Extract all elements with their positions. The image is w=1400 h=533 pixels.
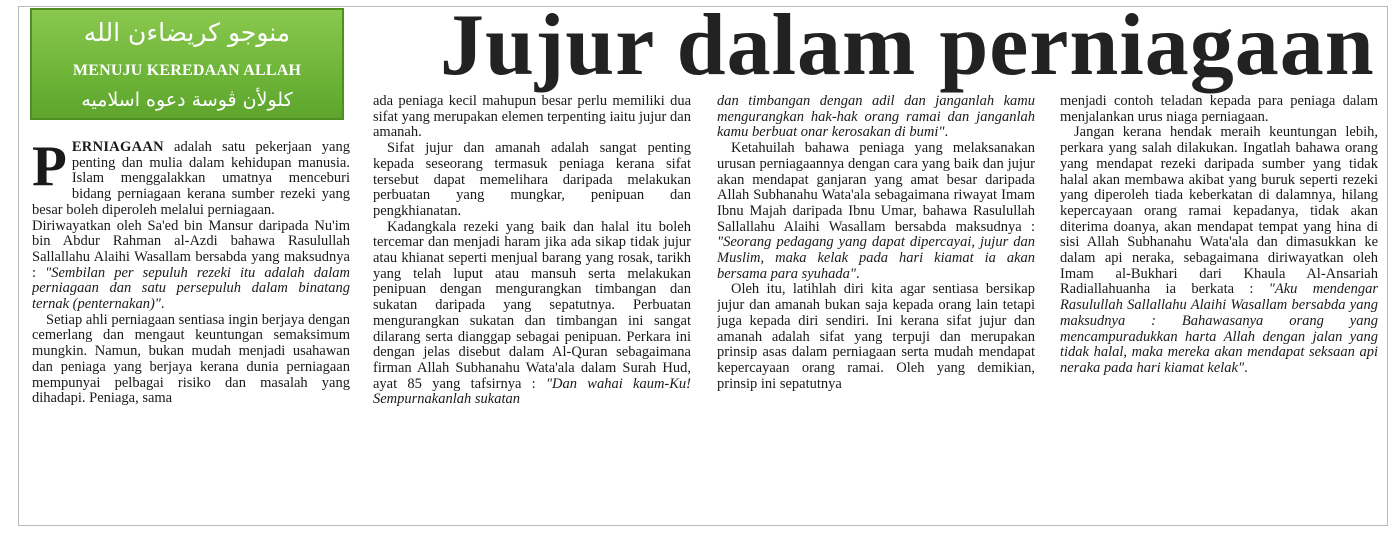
drop-cap: P	[32, 140, 67, 198]
col3-p1-end: .	[944, 124, 949, 141]
col3-p2-end: .	[856, 265, 860, 282]
col1-p2-end: .	[160, 296, 165, 313]
col1-p1-text: adalah satu pekerjaan yang penting dan mulia dalam kehidupan manusia. Islam menggalakkan umatnya menceburi bidang perniagaan kerana sumber rezeki yang besar boleh diperoleh melalui perniagaan.	[32, 140, 350, 218]
col4-paragraph-2	[1060, 125, 1378, 376]
col4-p2-end: .	[1244, 359, 1248, 376]
col1-paragraph-3: Setiap ahli perniagaan sentiasa ingin berjaya dengan cemerlang dan mengaut keuntungan semaksimum mungkin. Namun, bukan mudah menjadi usahawan dan peniaga yang berjaya kerana dunia perniagaan mempunyai pelbagai risiko dan masalah yang dihadapi. Peniaga, sama	[32, 311, 350, 407]
col2-paragraph-3	[373, 220, 691, 408]
col1-p2-text: Diriwayatkan oleh Sa'ed bin Mansur daripada Nu'im bin Abdur Rahman al-Azdi bahawa Rasulullah Sallallahu Alaihi Wasallam bersabda yang maksudnya :	[32, 217, 350, 281]
col3-p1-quote: dan timbangan dengan adil dan janganlah kamu mengurangkan hak-hak orang ramai dan janganlah kamu berbuat onar kerosakan di bumi"	[717, 94, 1035, 141]
col3-paragraph-1	[717, 94, 1035, 141]
col3-paragraph-2	[717, 141, 1035, 282]
badge-jawi-subtitle: كلولأن ڤوسة دعوه اسلاميه	[81, 89, 293, 111]
article-column-4	[1060, 94, 1378, 514]
col2-paragraph-2: Sifat jujur dan amanah adalah sangat penting kepada seseorang termasuk peniaga kerana sifat tersebut dapat memelihara daripada melakukan perbuatan yang mungkar, penipuan dan pengkhianatan.	[373, 140, 691, 219]
col3-p2-quote: "Seorang pedagang yang dapat dipercayai, jujur dan Muslim, maka kelak pada hari kiamat ia akan bersama para syuhada"	[717, 234, 1035, 282]
col1-paragraph-2	[32, 219, 350, 313]
lead-word: ERNIAGAAN	[71, 140, 164, 155]
col2-p3-quote: "Dan wahai kaum-Ku! Sempurnakanlah sukatan	[373, 375, 691, 408]
col1-p2-quote: "Sembilan per sepuluh rezeki itu adalah dalam perniagaan dan satu persepuluh dalam binatang ternak (penternakan)"	[32, 264, 350, 313]
column-badge	[30, 8, 344, 120]
col4-paragraph-1: menjadi contoh teladan kepada para peniaga dalam menjalankan urus niaga perniagaan.	[1060, 94, 1378, 125]
article-column-1	[32, 140, 350, 510]
headline: Jujur dalam perniagaan	[440, 0, 1375, 94]
col1-paragraph-1	[32, 140, 350, 219]
col3-paragraph-3: Oleh itu, latihlah diri kita agar sentiasa bersikap jujur dan amanah bukan saja kepada orang lain tetapi juga kepada diri sendiri. Ini kerana sifat jujur dan amanah adalah sifat yang terpuji dan merupakan prinsip asas dalam perniagaan serta mudah mendapat kepercayaan orang ramai. Oleh yang demikian, prinsip ini sepatutnya	[717, 281, 1035, 392]
col3-p2-text: Ketahuilah bahawa peniaga yang melaksanakan urusan perniagaannya dengan cara yang baik dan jujur akan mendapat ganjaran yang amat besar daripada Allah Subhanahu Wata'ala sebagaimana riwayat Imam Ibnu Majah daripada Ibnu Umar, bahawa Rasulullah Sallallahu Alaihi Wasallam bersabda maksudnya :	[717, 140, 1035, 235]
col4-p2-text: Jangan kerana hendak meraih keuntungan lebih, perkara yang salah dilakukan. Ingatlah bahawa orang yang mendapat rezeki daripada sumber yang tidak halal akan membawa akibat yang buruk seperti rezeki yang diperoleh tiada keberkatan di dalamnya, hilang kepercayaan orang ramai kepadanya, tidak akan diterima doanya, akan mendapat tempat yang hina di sisi Allah Subhanahu Wata'ala dan dimasukkan ke dalam api neraka, sebagaimana diriwayatkan oleh Imam al-Bukhari dari Khaula Al-Ansariah Radiallahuanha ia berkata :	[1060, 124, 1378, 298]
col2-paragraph-1: ada peniaga kecil mahupun besar perlu memiliki dua sifat yang merupakan elemen terpenting iaitu jujur dan amanah.	[373, 94, 691, 141]
article-column-2	[373, 94, 691, 514]
col4-p2-quote: "Aku mendengar Rasulullah Sallallahu Alaihi Wasallam bersabda yang maksudnya : Bahawasanya orang yang mencampuradukkan harta Allah dengan jalan yang tidak halal, maka mereka akan mendapat seksaan api neraka pada hari kiamat kelak"	[1060, 281, 1378, 376]
badge-rumi-title: MENUJU KEREDAAN ALLAH	[72, 62, 302, 79]
badge-jawi-title: منوجو كريضاءن الله	[83, 18, 291, 47]
article-column-3	[717, 94, 1035, 514]
col2-p3-text: Kadangkala rezeki yang baik dan halal itu boleh tercemar dan menjadi haram jika ada sikap tidak jujur atau khianat seperti menjual barang yang rosak, tarikh yang telah luput atau mansuh serta melakukan penipuan dengan mengurangkan timbangan dan sukatan daripada yang sepatutnya. Perbuatan mengurangkan sukatan dan timbangan ini sangat dilarang serta dianggap sebagai penipuan. Perkara ini dengan jelas disebut dalam Al-Quran sebagaimana firman Allah Subhanahu Wata'ala dalam Surah Hud, ayat 85 yang tafsirnya :	[373, 218, 691, 392]
